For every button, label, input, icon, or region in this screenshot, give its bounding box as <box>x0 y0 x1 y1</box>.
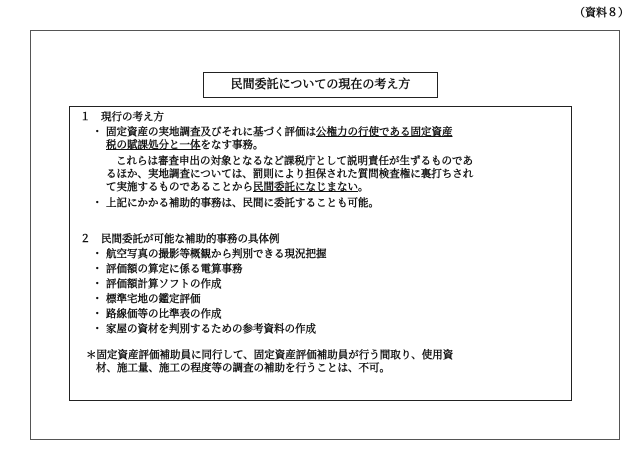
document-title: 民間委託についての現在の考え方 <box>203 72 438 98</box>
bullet-mark: ・ <box>92 263 103 275</box>
section1-bullet1-line2 <box>106 139 264 152</box>
bullet1-text: をなす事務。 <box>200 139 264 151</box>
section1-bullet1-line1 <box>106 126 453 139</box>
bullet-mark: ・ <box>92 278 103 290</box>
note-line2: 材、施工量、施工の程度等の調査の補助を行うことは、不可。 <box>96 362 390 374</box>
bullet-mark: ・ <box>92 293 103 305</box>
section1-para-line3 <box>106 181 369 194</box>
para-text: 。 <box>358 181 369 193</box>
bullet-mark: ・ <box>92 323 103 335</box>
bullet-mark: ・ <box>92 308 103 320</box>
list-item: 家屋の資材を判別するための参考資料の作成 <box>106 323 316 335</box>
bullet1-underlined: 税の賦課処分と一体 <box>106 139 201 151</box>
section1-heading: １ 現行の考え方 <box>80 111 164 123</box>
reference-label: （資料８） <box>574 6 629 19</box>
section1-para-line2: るほか、実地調査については、罰則により担保された質問検査権に裏打ちされ <box>106 168 474 180</box>
bullet1-underlined: 公権力の行使である固定資産 <box>316 126 453 138</box>
bullet-mark: ・ <box>92 126 103 138</box>
bullet-mark: ・ <box>92 197 103 209</box>
section1-para-line1: これらは審査申出の対象となるなど課税庁として説明責任が生ずるものであ <box>116 155 473 167</box>
list-item: 路線価等の比準表の作成 <box>106 308 222 320</box>
list-item: 航空写真の撮影等概観から判別できる現況把握 <box>106 248 327 260</box>
bullet1-text: 固定資産の実地調査及びそれに基づく評価は <box>106 126 316 138</box>
section1-bullet2: 上記にかかる補助的事務は、民間に委託することも可能。 <box>106 197 379 209</box>
list-item: 標準宅地の鑑定評価 <box>106 293 201 305</box>
bullet-mark: ・ <box>92 248 103 260</box>
section2-heading: ２ 民間委託が可能な補助的事務の具体例 <box>80 233 280 245</box>
para-underlined: 民間委託になじまない <box>253 181 358 193</box>
note-line1: ＊固定資産評価補助員に同行して、固定資産評価補助員が行う間取り、使用資 <box>86 349 454 361</box>
para-text: て実施するものであることから <box>106 181 253 193</box>
list-item: 評価額計算ソフトの作成 <box>106 278 222 290</box>
list-item: 評価額の算定に係る電算事務 <box>106 263 243 275</box>
content-box <box>69 106 572 401</box>
